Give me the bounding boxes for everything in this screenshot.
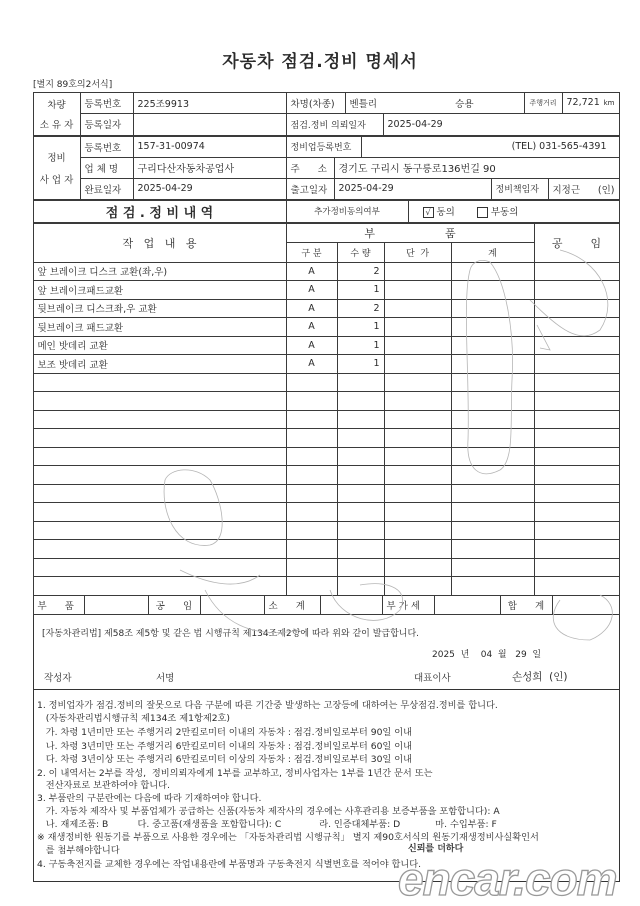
- cell-total: [451, 484, 535, 504]
- cell-total: [451, 465, 535, 485]
- model-value: 벤틀리: [349, 98, 378, 110]
- cell-category: A: [286, 317, 338, 337]
- cell-total: [451, 447, 535, 467]
- shop-name-label: 업 체 명: [80, 157, 134, 179]
- disagree-label: 부동의: [490, 207, 519, 218]
- shop-name-value: 구리다산자동차공업사: [133, 157, 287, 179]
- cell-unit-price: [384, 539, 452, 559]
- cell-qty: 1: [337, 317, 385, 337]
- cell-total: [451, 410, 535, 430]
- model-cell: [345, 92, 525, 114]
- vehicle-label: 차량: [47, 99, 66, 111]
- cell-work: [33, 447, 287, 467]
- cell-labor: [534, 465, 620, 485]
- total-column-header: 계: [451, 242, 535, 263]
- sum-value: [552, 595, 620, 615]
- cell-category: [286, 391, 338, 411]
- note-line: (자동차관리법시행규칙 제134조 제1항제2호): [37, 713, 230, 724]
- cell-category: A: [286, 354, 338, 374]
- checkbox-agree-box[interactable]: √: [423, 207, 434, 218]
- ceo-name: 손성희 (인): [512, 671, 568, 683]
- cell-qty: [337, 521, 385, 541]
- cell-labor: [534, 262, 620, 282]
- cell-labor: [534, 317, 620, 337]
- tel-value: (TEL) 031-565-4391: [361, 136, 620, 158]
- cell-total: [451, 336, 535, 356]
- manager-cell: [548, 178, 620, 200]
- cell-category: [286, 373, 338, 393]
- cell-category: [286, 447, 338, 467]
- cell-unit-price: [384, 447, 452, 467]
- cell-qty: [337, 410, 385, 430]
- cell-qty: 2: [337, 262, 385, 282]
- note-line: 가. 차령 1년미만 또는 주행거리 2만킬로미터 이내의 자동차 : 점검.정비일로부터 90일 이내: [37, 727, 412, 738]
- cell-qty: 1: [337, 354, 385, 374]
- parts-column-header: 부 품: [286, 223, 535, 243]
- manager-seal: (인): [597, 184, 615, 196]
- cell-qty: 1: [337, 280, 385, 300]
- cell-work: [33, 428, 287, 448]
- cell-qty: [337, 558, 385, 578]
- cell-total: [451, 539, 535, 559]
- cell-category: [286, 521, 338, 541]
- cell-category: [286, 539, 338, 559]
- cell-category: [286, 410, 338, 430]
- shop-section-label: [33, 136, 81, 200]
- unit-price-column-header: 단 가: [384, 242, 452, 263]
- legal-text: [자동차관리법] 제58조 제5항 및 같은 법 시행규칙 제134조제2항에 따라 위와 같이 발급합니다.: [42, 629, 420, 639]
- cell-total: [451, 373, 535, 393]
- ceo-label: 대표이사: [414, 673, 451, 684]
- cell-unit-price: [384, 410, 452, 430]
- cell-labor: [534, 280, 620, 300]
- note-line: 3. 부품란의 구분란에는 다음에 따라 기재하여야 합니다.: [37, 793, 262, 804]
- cell-unit-price: [384, 465, 452, 485]
- manager-name: 지정근: [552, 184, 581, 196]
- cell-work: 뒷브레이크 패드교환: [33, 317, 287, 337]
- mileage-label: 주행거리: [524, 92, 563, 114]
- cell-total: [451, 558, 535, 578]
- cell-category: A: [286, 262, 338, 282]
- watermark-logo: encar.com: [398, 853, 617, 905]
- cell-qty: [337, 447, 385, 467]
- parts-total-value: [84, 595, 149, 615]
- cell-unit-price: [384, 484, 452, 504]
- model-label: 차명(차종): [286, 92, 346, 114]
- cell-unit-price: [384, 317, 452, 337]
- cell-labor: [534, 447, 620, 467]
- business-label: 사 업 자: [39, 174, 74, 186]
- request-date-value: 2025-04-29: [383, 113, 620, 136]
- cell-unit-price: [384, 521, 452, 541]
- qty-column-header: 수 량: [337, 242, 385, 263]
- cell-work: [33, 465, 287, 485]
- details-heading: 점 검 . 정 비 내 역: [33, 200, 287, 223]
- cell-qty: [337, 502, 385, 522]
- cell-unit-price: [384, 336, 452, 356]
- cell-category: [286, 576, 338, 596]
- cell-work: [33, 539, 287, 559]
- release-date-label: 출고일자: [286, 178, 335, 200]
- cell-qty: [337, 428, 385, 448]
- parts-total-label: 부 품: [33, 595, 85, 615]
- sum-label: 합 계: [500, 595, 553, 615]
- cell-total: [451, 428, 535, 448]
- agree-checkbox[interactable]: [423, 204, 455, 218]
- sign-label: 서명: [156, 673, 175, 684]
- cell-qty: [337, 539, 385, 559]
- mileage-value: 72,721: [566, 97, 600, 108]
- form-number: [별지 89호의2서식]: [33, 80, 113, 90]
- owner-label: 소 유 자: [39, 119, 74, 131]
- cell-labor: [534, 558, 620, 578]
- cell-unit-price: [384, 262, 452, 282]
- cell-work: 메인 밧데리 교환: [33, 336, 287, 356]
- cell-labor: [534, 502, 620, 522]
- cell-work: 뒷브레이크 디스크좌,우 교환: [33, 299, 287, 319]
- checkbox-disagree-box[interactable]: [477, 207, 488, 218]
- divider: [33, 689, 620, 690]
- cell-work: [33, 373, 287, 393]
- issue-date: 2025 년 04 월 29 일: [432, 650, 542, 660]
- subtotal-label: 소 계: [264, 595, 321, 615]
- document-title: 자동차 점검.정비 명세서: [222, 52, 418, 72]
- writer-label: 작성자: [44, 673, 72, 684]
- category-column-header: 구 분: [286, 242, 338, 263]
- biz-no-label: 등록번호: [80, 136, 134, 158]
- cell-qty: [337, 484, 385, 504]
- cell-category: A: [286, 299, 338, 319]
- mileage-cell: [562, 92, 620, 114]
- cell-unit-price: [384, 354, 452, 374]
- note-line: 다. 차령 3년이상 또는 주행거리 6만킬로미터 이상의 자동차 : 점검.정비일로부터 30일 이내: [37, 754, 412, 765]
- consent-options: [408, 200, 620, 223]
- disagree-checkbox[interactable]: [477, 204, 519, 218]
- shop-label: 정비: [47, 152, 66, 164]
- cell-qty: 1: [337, 336, 385, 356]
- cell-total: [451, 354, 535, 374]
- labor-total-label: 공 임: [148, 595, 201, 615]
- cell-qty: [337, 391, 385, 411]
- cell-total: [451, 521, 535, 541]
- biz-no-value: 157-31-00974: [133, 136, 287, 158]
- cell-total: [451, 502, 535, 522]
- cell-labor: [534, 484, 620, 504]
- cell-category: [286, 502, 338, 522]
- cell-labor: [534, 539, 620, 559]
- address-label: 주 소: [286, 157, 335, 179]
- cell-work: [33, 391, 287, 411]
- cell-unit-price: [384, 373, 452, 393]
- cell-qty: [337, 465, 385, 485]
- agree-label: 동의: [436, 207, 455, 218]
- labor-column-header: 공 임: [534, 223, 620, 263]
- cell-labor: [534, 354, 620, 374]
- cell-category: [286, 428, 338, 448]
- subtotal-value: [320, 595, 383, 615]
- vehicle-type: 승용: [455, 98, 474, 110]
- reg-date-value: [133, 113, 287, 136]
- cell-labor: [534, 428, 620, 448]
- cell-total: [451, 299, 535, 319]
- cell-unit-price: [384, 558, 452, 578]
- cell-unit-price: [384, 428, 452, 448]
- cell-category: [286, 558, 338, 578]
- shop-reg-label: 정비업등록번호: [286, 136, 362, 158]
- vat-value: [434, 595, 501, 615]
- cell-labor: [534, 373, 620, 393]
- mileage-unit: km: [603, 98, 615, 107]
- cell-qty: [337, 576, 385, 596]
- cell-labor: [534, 521, 620, 541]
- complete-date-label: 완료일자: [80, 178, 134, 200]
- reg-no-value: 225조9913: [133, 92, 287, 114]
- cell-labor: [534, 336, 620, 356]
- cell-work: 앞 브레이크 디스크 교환(좌,우): [33, 262, 287, 282]
- cell-unit-price: [384, 576, 452, 596]
- note-line: 나. 재제조품: B 다. 중고품(재생품을 포함합니다): C 라. 인증대체부품: D 마. 수입부품: F: [37, 819, 497, 830]
- note-line: 1. 정비업자가 점검.정비의 잘못으로 다음 구분에 따른 기간중 발생하는 고장등에 대하여는 무상점검.정비를 합니다.: [37, 700, 498, 711]
- cell-labor: [534, 410, 620, 430]
- cell-work: [33, 558, 287, 578]
- work-column-header: 작 업 내 용: [33, 223, 287, 263]
- note-line: 를 첨부해야합니다: [37, 845, 120, 856]
- cell-total: [451, 576, 535, 596]
- cell-category: A: [286, 336, 338, 356]
- note-line: 가. 자동차 제작사 및 부품업체가 공급하는 신품(자동차 제작사의 경우에는 사후관리용 보증부품을 포함합니다): A: [37, 806, 500, 817]
- cell-work: [33, 576, 287, 596]
- request-date-label: 점검.정비 의뢰일자: [286, 113, 384, 136]
- cell-category: A: [286, 280, 338, 300]
- cell-work: [33, 410, 287, 430]
- address-value: 경기도 구리시 동구릉로136번길 90: [334, 157, 620, 179]
- cell-unit-price: [384, 299, 452, 319]
- note-line: 4. 구동축전지를 교체한 경우에는 작업내용란에 부품명과 구동축전지 식별번호를 적어야 합니다.: [37, 859, 422, 870]
- cell-category: [286, 484, 338, 504]
- cell-total: [451, 317, 535, 337]
- cell-labor: [534, 576, 620, 596]
- cell-work: 보조 밧데리 교환: [33, 354, 287, 374]
- cell-unit-price: [384, 502, 452, 522]
- note-line: 나. 차령 3년미만 또는 주행거리 6만킬로미터 이내의 자동차 : 점검.정비일로부터 60일 이내: [37, 741, 412, 752]
- release-date-value: 2025-04-29: [334, 178, 492, 200]
- cell-total: [451, 391, 535, 411]
- complete-date-value: 2025-04-29: [133, 178, 287, 200]
- labor-total-value: [200, 595, 265, 615]
- cell-work: 앞 브레이크패드교환: [33, 280, 287, 300]
- watermark-tagline: 신뢰를 더하다: [408, 844, 464, 854]
- cell-qty: 2: [337, 299, 385, 319]
- vehicle-owner-section-label: [33, 92, 81, 136]
- note-line: 전산자료로 보관하여야 합니다.: [37, 780, 170, 791]
- reg-date-label: 등록일자: [80, 113, 134, 136]
- manager-label: 정비책임자: [491, 178, 549, 200]
- cell-category: [286, 465, 338, 485]
- cell-total: [451, 280, 535, 300]
- cell-unit-price: [384, 280, 452, 300]
- cell-labor: [534, 299, 620, 319]
- cell-work: [33, 502, 287, 522]
- cell-unit-price: [384, 391, 452, 411]
- cell-work: [33, 484, 287, 504]
- reg-no-label: 등록번호: [80, 92, 134, 114]
- cell-total: [451, 262, 535, 282]
- note-line: ※ 재생정비한 원동기를 부품으로 사용한 경우에는 「자동차관리법 시행규칙」 별지 제90호서식의 원동기재생정비사실확인서: [37, 832, 539, 843]
- cell-labor: [534, 391, 620, 411]
- note-line: 2. 이 내역서는 2부를 작성, 정비의뢰자에게 1부를 교부하고, 정비사업자는 1부를 1년간 문서 또는: [37, 768, 433, 779]
- cell-qty: [337, 373, 385, 393]
- consent-label: 추가정비동의여부: [286, 200, 409, 223]
- vat-label: 부 가 세: [382, 595, 435, 615]
- cell-work: [33, 521, 287, 541]
